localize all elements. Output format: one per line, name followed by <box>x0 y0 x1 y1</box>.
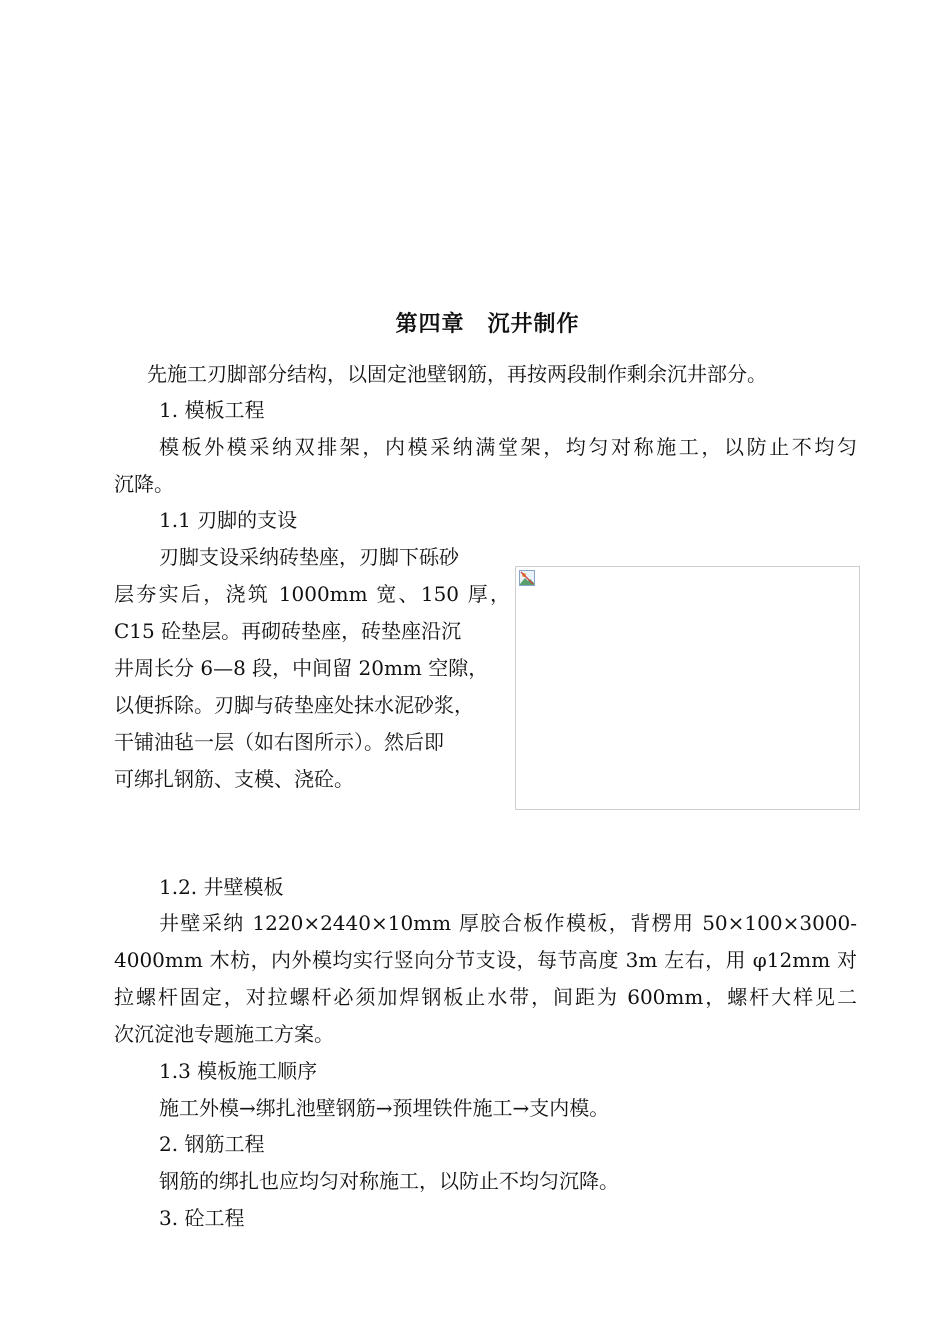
section-1-3-heading: 1.3 模板施工顺序 <box>159 1059 318 1083</box>
section-1-2-line: 拉螺杆固定，对拉螺杆必须加焊钢板止水带，间距为 600mm，螺杆大样见二 <box>114 985 857 1009</box>
section-1-2-line: 井壁采纳 1220×2440×10mm 厚胶合板作模板，背楞用 50×100×3000- <box>159 911 857 935</box>
section-1-body-line-1: 模板外模采纳双排架，内模采纳满堂架，均匀对称施工，以防止不均匀 <box>159 435 857 459</box>
section-1-body-line-2: 沉降。 <box>114 472 174 496</box>
intro-paragraph: 先施工刃脚部分结构，以固定池壁钢筋，再按两段制作剩余沉井部分。 <box>147 362 767 386</box>
section-2-heading: 2. 钢筋工程 <box>159 1132 265 1156</box>
section-1-1-line: 可绑扎钢筋、支模、浇砼。 <box>114 767 354 791</box>
section-1-1-line: 层夯实后，浇筑 1000mm 宽、150 厚， <box>114 582 510 606</box>
section-1-1-line: 干铺油毡一层（如右图所示）。然后即 <box>114 730 444 754</box>
section-2-body: 钢筋的绑扎也应均匀对称施工，以防止不均匀沉降。 <box>159 1169 619 1193</box>
section-1-1-heading: 1.1 刃脚的支设 <box>159 508 298 532</box>
section-3-heading: 3. 砼工程 <box>159 1206 245 1230</box>
chapter-title: 第四章 沉井制作 <box>395 312 580 337</box>
section-1-1-line: 以便拆除。刃脚与砖垫座处抹水泥砂浆， <box>114 693 474 717</box>
section-1-heading: 1. 模板工程 <box>159 398 265 422</box>
section-1-1-line: 井周长分 6—8 段，中间留 20mm 空隙， <box>114 656 489 680</box>
section-1-1-line: 刃脚支设采纳砖垫座，刃脚下砾砂 <box>159 545 459 569</box>
broken-image-icon <box>519 570 535 586</box>
section-1-2-line: 4000mm 木枋，内外模均实行竖向分节支设，每节高度 3m 左右，用 φ12mm 对 <box>114 948 857 972</box>
figure-placeholder <box>515 566 860 810</box>
section-1-2-line: 次沉淀池专题施工方案。 <box>114 1022 334 1046</box>
section-1-2-heading: 1.2. 井壁模板 <box>159 875 284 899</box>
section-1-3-body: 施工外模→绑扎池壁钢筋→预埋铁件施工→支内模。 <box>159 1096 610 1120</box>
section-1-1-line: C15 砼垫层。再砌砖垫座，砖垫座沿沉 <box>114 619 462 643</box>
